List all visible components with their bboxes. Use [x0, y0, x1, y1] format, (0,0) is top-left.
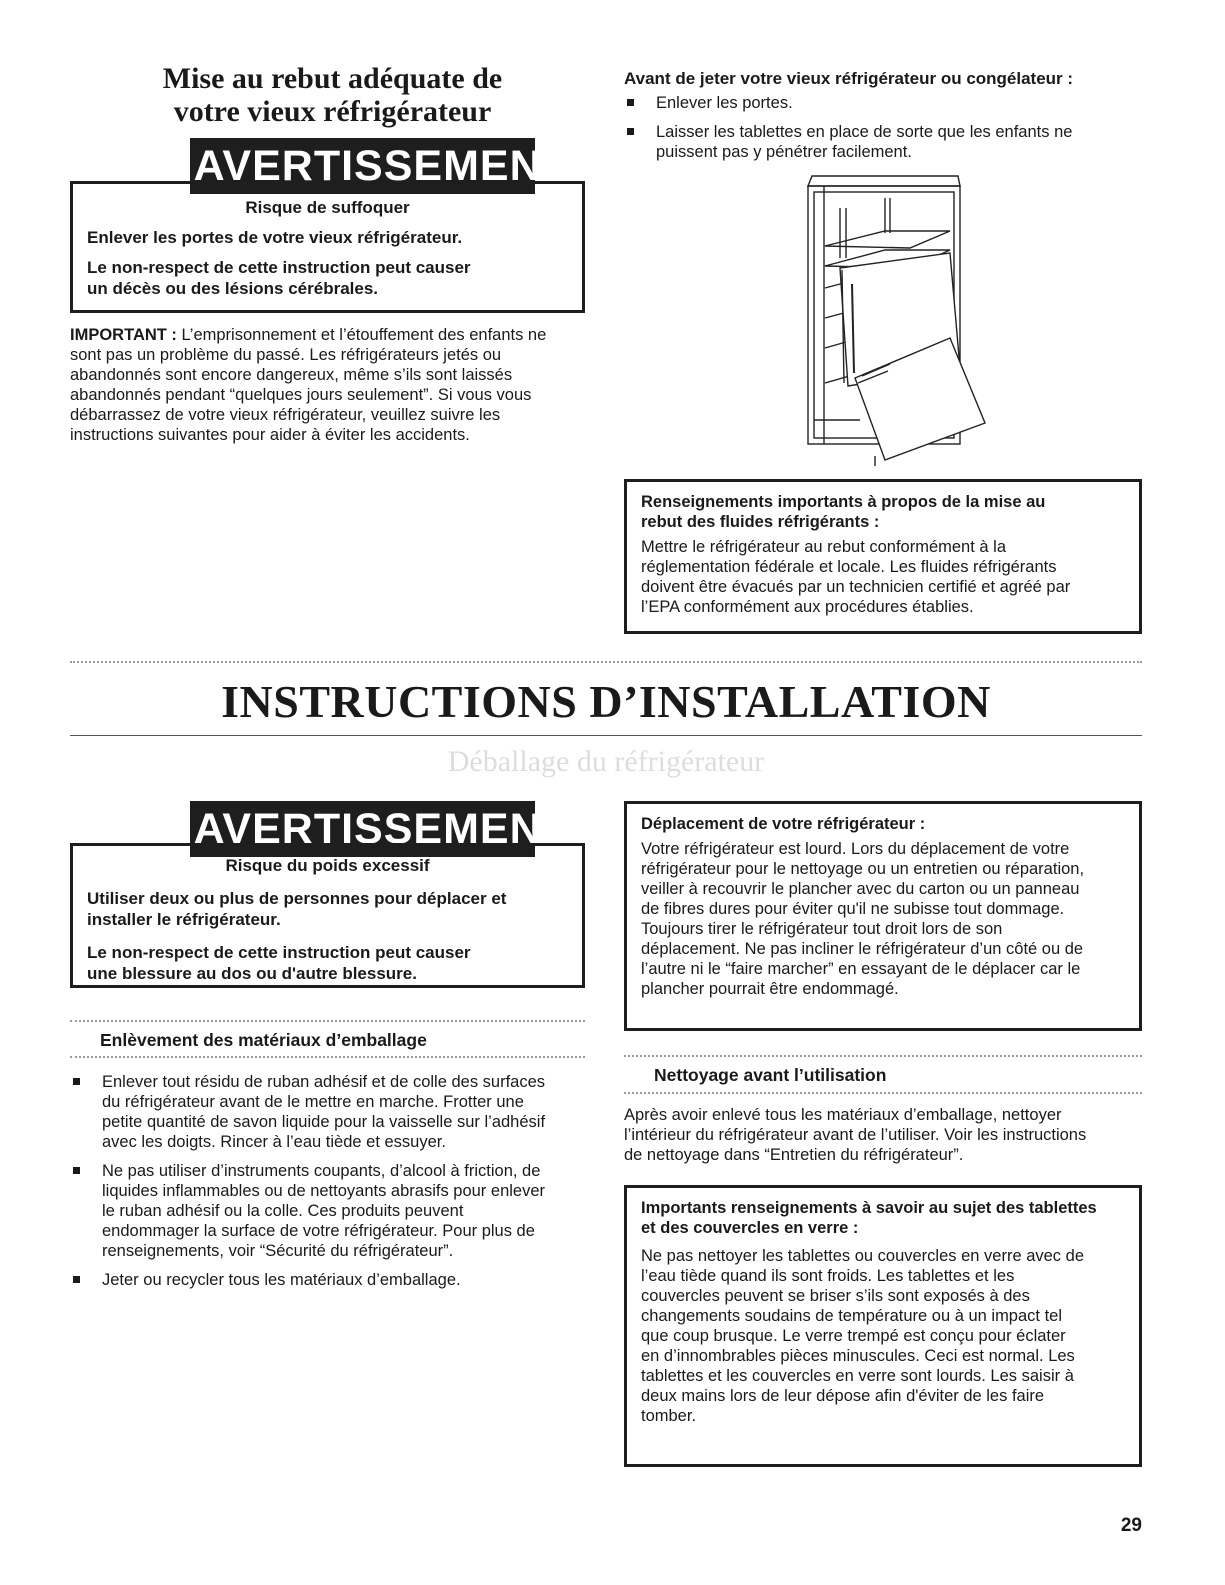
subsection-divider-dotted — [624, 1092, 1142, 1094]
glass-info-body: Ne pas nettoyer les tablettes ou couvercles en verre avec de l’eau tiède quand ils sont froids. Les tablettes et les couvercles peuvent se briser s’ils sont exposés à des changements soudains de température ou à un impact tel que coup brusque. Le verre trempé est conçu pour éclater en d’innombrables pièces minuscules. Ceci est normal. Les tablettes et les couvercles en verre sont lourds. Les saisir à deux mains lors de leur dépose afin d'éviter de les faire tomber. — [641, 1247, 1084, 1425]
warning-triangle-icon: ⚠ — [156, 810, 188, 848]
warning-consequence-line2: un décès ou des lésions cérébrales. — [87, 279, 379, 298]
bullet-square-icon — [73, 1167, 80, 1174]
important-line: instructions suivantes pour aider à éviter les accidents. — [70, 426, 470, 444]
install-title: INSTRUCTIONS D’INSTALLATION — [221, 676, 991, 727]
bullet-square-icon — [73, 1276, 80, 1283]
warning-risk: Risque de suffoquer — [245, 198, 410, 217]
packing-list — [70, 1072, 595, 1299]
glass-info-heading: Importants renseignements à savoir au sujet des tablettes et des couvercles en verre : — [641, 1199, 1097, 1237]
subsection-divider-dotted — [624, 1055, 1142, 1057]
list-item: Ne pas utiliser d’instruments coupants, d’alcool à friction, de liquides inflammables ou de nettoyants abrasifs pour enlever le ruban adhésif ou la colle. Ces produits peuvent endommager la surface de votre réfrigérateur. Pour plus de renseignements, voir “Sécurité du réfrigérateur”. — [70, 1161, 595, 1261]
warning-instruction-line1: Utiliser deux ou plus de personnes pour déplacer et — [87, 889, 507, 908]
subsection-divider-dotted — [70, 1020, 585, 1022]
before-disposal-list — [624, 93, 1164, 171]
important-paragraph — [70, 325, 590, 445]
important-line: sont pas un problème du passé. Les réfrigérateurs jetés ou — [70, 346, 502, 364]
refrigerant-info-box — [624, 479, 1142, 634]
subsection-divider-dotted — [70, 1056, 585, 1058]
warning-triangle-icon: ⚠ — [156, 147, 188, 185]
disposal-title — [70, 62, 595, 128]
warning-consequence-line1: Le non-respect de cette instruction peut causer — [87, 943, 471, 962]
refrigerator-illustration — [800, 168, 990, 468]
warning-instruction-line2: installer le réfrigérateur. — [87, 910, 281, 929]
refrigerant-info-heading: Renseignements importants à propos de la mise au rebut des fluides réfrigérants : — [641, 493, 1046, 531]
warning-banner-label: AVERTISSEMENT — [193, 804, 569, 853]
moving-info-heading: Déplacement de votre réfrigérateur : — [641, 815, 926, 833]
warning-banner-label: AVERTISSEMENT — [193, 141, 569, 190]
bullet-square-icon — [627, 99, 634, 106]
warning-risk: Risque du poids excessif — [225, 856, 430, 875]
important-label: IMPORTANT : — [70, 326, 177, 344]
warning-consequence-line1: Le non-respect de cette instruction peut causer — [87, 258, 471, 277]
warning-consequence-line2: une blessure au dos ou d'autre blessure. — [87, 964, 417, 983]
moving-info-box — [624, 801, 1142, 1031]
warning-box-weight — [70, 843, 585, 988]
refrigerant-info-body: Mettre le réfrigérateur au rebut conformément à la réglementation fédérale et locale. Les fluides réfrigérants doivent être évacués par un technicien certifié et agréé par l’EPA conformément aux procédures établies. — [641, 538, 1071, 616]
section-divider-rule — [70, 735, 1142, 736]
important-line: L’emprisonnement et l’étouffement des enfants ne — [176, 326, 547, 344]
packing-heading: Enlèvement des matériaux d’emballage — [100, 1030, 427, 1050]
list-item: Enlever les portes. — [624, 93, 1164, 113]
warning-instruction: Enlever les portes de votre vieux réfrigérateur. — [87, 228, 463, 247]
section-divider-dotted — [70, 661, 1142, 663]
list-item: Laisser les tablettes en place de sorte que les enfants ne puissent pas y pénétrer facilement. — [624, 122, 1164, 162]
cleaning-heading: Nettoyage avant l’utilisation — [654, 1065, 887, 1085]
cleaning-paragraph: Après avoir enlevé tous les matériaux d’emballage, nettoyer l’intérieur du réfrigérateur avant de l’utiliser. Voir les instructions de nettoyage dans “Entretien du réfrigérateur”. — [624, 1106, 1087, 1164]
install-subtitle: Déballage du réfrigérateur — [447, 745, 765, 778]
list-item: Enlever tout résidu de ruban adhésif et de colle des surfaces du réfrigérateur avant de le mettre en marche. Frotter une petite quantité de savon liquide pour la vaisselle sur l’adhésif avec les doigts. Rincer à l’eau tiède et essuyer. — [70, 1072, 595, 1152]
warning-box-suffocation — [70, 181, 585, 313]
bullet-square-icon — [73, 1078, 80, 1085]
important-line: abandonnés sont encore dangereux, même s’ils sont laissés — [70, 366, 513, 384]
bullet-square-icon — [627, 128, 634, 135]
before-disposal-heading: Avant de jeter votre vieux réfrigérateur ou congélateur : — [624, 69, 1074, 88]
moving-info-body: Votre réfrigérateur est lourd. Lors du déplacement de votre réfrigérateur pour le nettoyage ou un entretien ou réparation, veiller à recouvrir le plancher avec du carton ou un panneau de fibres dures pour éviter qu'il ne subisse tout dommage. Toujours tirer le réfrigérateur tout droit lors de son déplacement. Ne pas incliner le réfrigérateur d’un côté ou de l’autre ni le “faire marcher” en essayant de le déplacer car le plancher pourrait être endommagé. — [641, 840, 1085, 998]
disposal-title-line2: votre vieux réfrigérateur — [173, 95, 492, 128]
disposal-title-line1: Mise au rebut adéquate de — [162, 62, 503, 95]
important-line: abandonnés pendant “quelques jours seulement”. Si vous vous — [70, 386, 532, 404]
page-number: 29 — [1120, 1515, 1142, 1536]
glass-info-box — [624, 1185, 1142, 1467]
list-item: Jeter ou recycler tous les matériaux d’emballage. — [70, 1270, 595, 1290]
important-line: débarrassez de votre vieux réfrigérateur, veuillez suivre les — [70, 406, 501, 424]
